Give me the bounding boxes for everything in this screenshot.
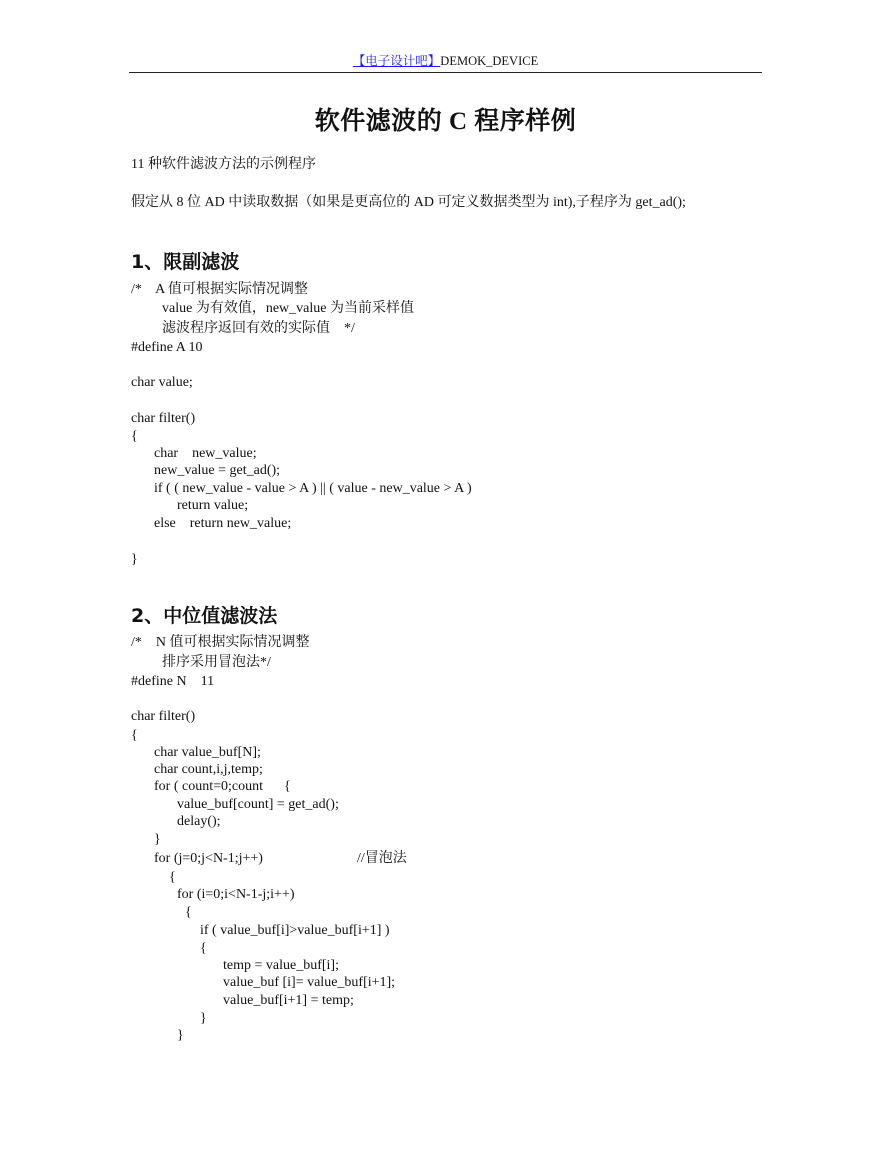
section-heading: 1、限副滤波 bbox=[131, 251, 240, 273]
intro-line: 11 种软件滤波方法的示例程序 bbox=[131, 157, 316, 172]
code-line: { bbox=[169, 870, 176, 885]
document-title: 软件滤波的 C 程序样例 bbox=[314, 108, 577, 135]
code-line: value_buf[i+1] = temp; bbox=[223, 993, 354, 1008]
code-line: for (j=0;j<N-1;j++) bbox=[154, 851, 263, 866]
code-line: #define N 11 bbox=[131, 674, 215, 689]
code-line: new_value = get_ad(); bbox=[154, 463, 281, 478]
code-comment: //冒泡法 bbox=[357, 851, 407, 866]
code-line: value 为有效值，new_value 为当前采样值 bbox=[162, 301, 414, 316]
code-line: char count,i,j,temp; bbox=[154, 762, 263, 777]
code-line: value_buf [i]= value_buf[i+1]; bbox=[223, 975, 396, 990]
code-line: { bbox=[131, 429, 138, 444]
code-line: for ( count=0;count { bbox=[154, 779, 291, 794]
intro-line: 假定从 8 位 AD 中读取数据（如果是更高位的 AD 可定义数据类型为 int),子程序为 get_ad(); bbox=[131, 195, 686, 210]
code-line: for (i=0;i<N-1-j;i++) bbox=[177, 887, 295, 902]
code-line: char new_value; bbox=[154, 446, 257, 461]
code-line: if ( ( new_value - value > A ) || ( value - new_value > A ) bbox=[154, 481, 472, 496]
code-line: { bbox=[200, 941, 207, 956]
code-line: { bbox=[131, 728, 138, 743]
page-header bbox=[129, 53, 762, 69]
code-line: } bbox=[154, 832, 161, 847]
code-line: char value_buf[N]; bbox=[154, 745, 261, 760]
header-divider bbox=[129, 72, 762, 73]
header-site-name: DEMOK_DEVICE bbox=[440, 54, 539, 68]
code-line: char filter() bbox=[131, 411, 196, 426]
code-line: /* A 值可根据实际情况调整 bbox=[131, 282, 308, 297]
header-link[interactable]: 【电子设计吧】 bbox=[352, 54, 441, 68]
code-line: #define A 10 bbox=[131, 340, 203, 355]
code-line: delay(); bbox=[177, 814, 221, 829]
code-line: 滤波程序返回有效的实际值 */ bbox=[162, 321, 355, 336]
code-line: else return new_value; bbox=[154, 516, 292, 531]
section-heading: 2、中位值滤波法 bbox=[131, 605, 278, 627]
code-line: char value; bbox=[131, 375, 193, 390]
code-line: { bbox=[185, 905, 192, 920]
code-line: if ( value_buf[i]>value_buf[i+1] ) bbox=[200, 923, 390, 938]
code-line: 排序采用冒泡法*/ bbox=[162, 655, 271, 670]
code-line: temp = value_buf[i]; bbox=[223, 958, 339, 973]
code-line: value_buf[count] = get_ad(); bbox=[177, 797, 339, 812]
code-line: char filter() bbox=[131, 709, 196, 724]
code-line: return value; bbox=[177, 498, 249, 513]
code-line: /* N 值可根据实际情况调整 bbox=[131, 635, 310, 650]
code-line: } bbox=[131, 552, 138, 567]
code-line: } bbox=[200, 1011, 207, 1026]
code-line: } bbox=[177, 1028, 184, 1043]
